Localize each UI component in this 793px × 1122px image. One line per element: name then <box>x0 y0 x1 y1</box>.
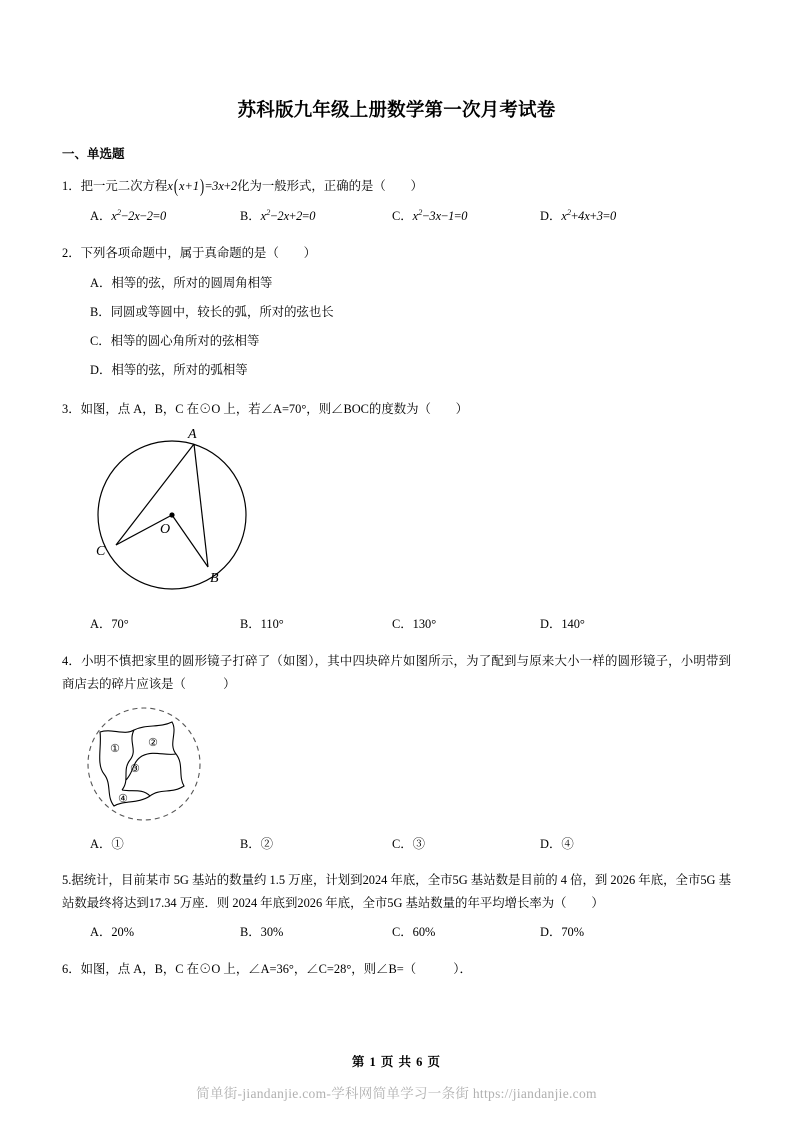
question-3-figure <box>72 427 731 607</box>
label-o: O <box>160 522 171 538</box>
question-4-option-a[interactable]: A．① <box>90 836 124 851</box>
question-2-stem-text: 下列各项命题中，属于真命题的是（ ） <box>80 245 317 260</box>
question-1 <box>62 175 731 229</box>
question-1-stem-post: 化为一般形式，正确的是（ ） <box>237 179 423 193</box>
section-heading: 一、单选题 <box>62 147 125 161</box>
question-3 <box>62 398 731 637</box>
question-5-option-c[interactable]: C．60% <box>392 924 436 939</box>
label-piece-2: ② <box>148 735 158 749</box>
question-4-stem <box>62 650 731 696</box>
question-5-option-b[interactable]: B．30% <box>240 924 284 939</box>
circle-inscribed-angle-diagram <box>72 427 282 607</box>
watermark: 简单街-jiandanjie.com-学科网简单学习一条街 https://jiandanjie.com <box>196 1086 597 1101</box>
question-4-stem-text: 小明不慎把家里的圆形镜子打碎了（如图），其中四块碎片如图所示，为了配到与原来大小一样的圆形镜子，小明带到商店去的碎片应该是（ ） <box>62 653 731 691</box>
question-4-options <box>62 833 731 857</box>
question-3-stem <box>62 398 731 421</box>
question-2-number: 2． <box>62 245 81 260</box>
question-3-options <box>62 613 731 637</box>
question-1-number: 1． <box>62 179 81 193</box>
question-1-stem-math: x(x+1)=3x+2 <box>167 175 238 197</box>
question-2-option-c[interactable]: C．相等的圆心角所对的弦相等 <box>90 333 260 348</box>
question-1-option-a[interactable]: A．$x^2-2x-2=0$ <box>90 206 167 224</box>
question-2-stem <box>62 242 731 265</box>
label-piece-1: ① <box>110 741 120 755</box>
question-4-figure <box>72 702 731 827</box>
question-3-option-d[interactable]: D．140° <box>540 617 585 632</box>
broken-mirror-diagram <box>72 702 232 827</box>
question-3-option-a[interactable]: A．70° <box>90 617 129 632</box>
question-5-option-d[interactable]: D．70% <box>540 924 585 939</box>
question-1-option-b[interactable]: B．$x^2-2x+2=0$ <box>240 206 316 224</box>
question-3-option-c[interactable]: C．130° <box>392 617 437 632</box>
question-3-stem-text: 如图，点 A，B，C 在⊙O 上，若∠A=70°，则∠BOC的度数为（ ） <box>80 402 469 417</box>
question-5-stem <box>62 869 731 915</box>
question-4-option-d[interactable]: D．④ <box>540 836 574 851</box>
question-4-option-c[interactable]: C．③ <box>392 836 426 851</box>
question-1-stem-pre: 把一元二次方程 <box>80 179 168 193</box>
question-5 <box>62 869 731 944</box>
question-3-option-b[interactable]: B．110° <box>240 617 284 632</box>
question-6-number: 6． <box>62 961 81 976</box>
question-2-option-a[interactable]: A．相等的弦，所对的圆周角相等 <box>90 275 273 290</box>
question-1-options <box>62 204 731 229</box>
question-6 <box>62 958 731 981</box>
question-5-option-a[interactable]: A．20% <box>90 924 135 939</box>
question-1-option-c[interactable]: C．$x^2-3x-1=0$ <box>392 206 468 224</box>
question-3-number: 3． <box>62 402 81 417</box>
question-4 <box>62 650 731 856</box>
question-1-option-d[interactable]: D．$x^2+4x+3=0$ <box>540 206 617 224</box>
question-6-stem-text: 如图，点 A，B，C 在⊙O 上，∠A=36°，∠C=28°，则∠B=（ ）． <box>80 961 472 976</box>
question-1-stem <box>62 175 731 198</box>
label-piece-4: ④ <box>118 791 128 805</box>
question-4-option-b[interactable]: B．② <box>240 836 274 851</box>
question-2-options <box>62 269 731 386</box>
page-footer: 第 1 页 共 6 页 <box>351 1055 442 1069</box>
label-c: C <box>96 544 106 560</box>
question-6-stem <box>62 958 731 981</box>
question-2 <box>62 242 731 386</box>
question-5-number: 5. <box>62 873 72 888</box>
question-2-option-d[interactable]: D．相等的弦，所对的弧相等 <box>90 362 248 377</box>
question-5-options <box>62 921 731 945</box>
question-2-option-b[interactable]: B．同圆或等圆中，较长的弧，所对的弦也长 <box>90 304 334 319</box>
label-a: A <box>188 427 197 443</box>
page-title: 苏科版九年级上册数学第一次月考试卷 <box>237 101 556 121</box>
question-5-stem-text: 据统计，目前某市 5G 基站的数量约 1.5 万座，计划到2024 年底，全市5G 基站数是目前的 4 倍，到 2026 年底，全市5G 基站数最终将达到17.34 万座．则 2024 年底到2026 年底，全市5G 基站数量的年平均增长率为（ ） <box>62 873 731 910</box>
label-piece-3: ③ <box>130 761 140 775</box>
label-b: B <box>210 571 219 587</box>
question-4-number: 4． <box>62 653 82 668</box>
